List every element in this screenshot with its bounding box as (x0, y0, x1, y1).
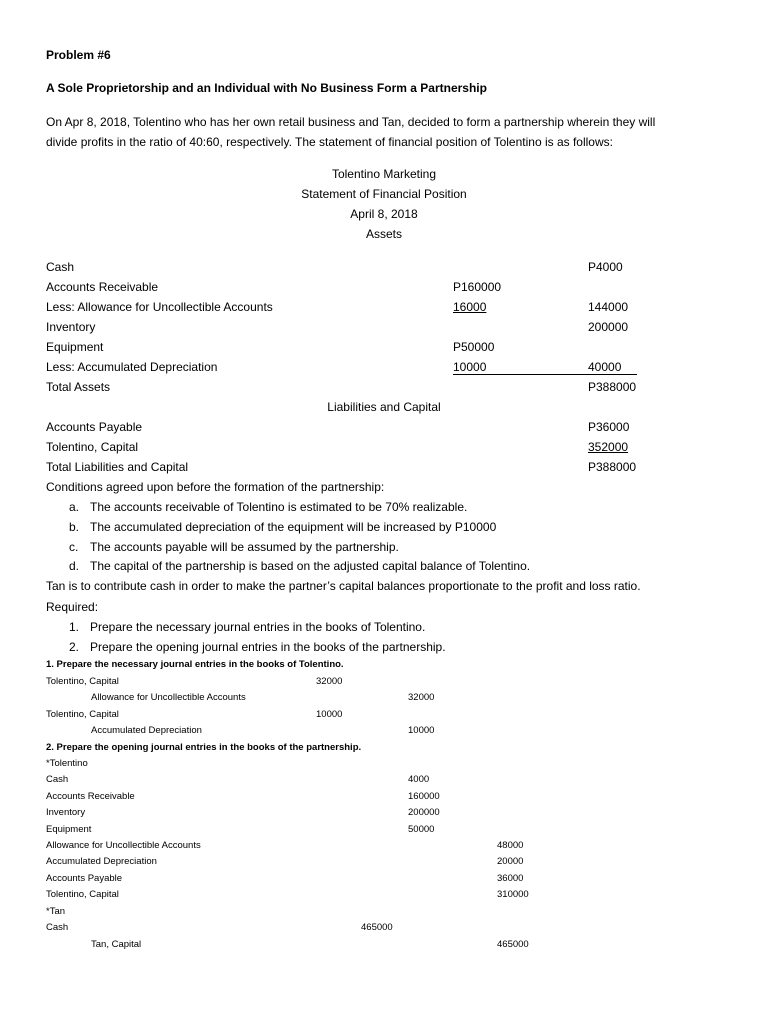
total-rule (453, 374, 637, 375)
tan-label: *Tan (46, 906, 66, 917)
problem-subtitle: A Sole Proprietorship and an Individual with No Business Form a Partnership (46, 81, 487, 95)
journal-credit: 36000 (497, 873, 524, 884)
condition-marker: a. (69, 500, 80, 514)
condition-marker: c. (69, 540, 79, 554)
answer1-heading: 1. Prepare the necessary journal entries in the books of Tolentino. (46, 659, 344, 670)
intro-line-1: On Apr 8, 2018, Tolentino who has her own retail business and Tan, decided to form a partnership wherein they will (46, 115, 656, 129)
asset-amount: 200000 (588, 320, 629, 334)
journal-debit: 465000 (361, 922, 393, 933)
journal-account: Tolentino, Capital (46, 709, 119, 720)
journal-account: Tan, Capital (91, 939, 142, 950)
journal-credit: 48000 (497, 840, 524, 851)
intro-line-2: divide profits in the ratio of 40:60, respectively. The statement of financial position of Tolentino is as follows: (46, 135, 613, 149)
journal-account: Allowance for Uncollectible Accounts (91, 692, 246, 703)
liability-label: Accounts Payable (46, 420, 143, 434)
asset-subamount: P160000 (453, 280, 502, 294)
total-assets-label: Total Assets (46, 380, 111, 394)
liability-amount: 352000 (588, 440, 629, 454)
journal-account: Accumulated Depreciation (46, 856, 157, 867)
asset-label: Less: Allowance for Uncollectible Accounts (46, 300, 273, 314)
asset-amount: 40000 (588, 360, 622, 374)
journal-account: Tolentino, Capital (46, 889, 119, 900)
asset-amount: P4000 (588, 260, 623, 274)
journal-debit: 50000 (408, 824, 435, 835)
journal-account: Inventory (46, 807, 86, 818)
liability-amount: P36000 (588, 420, 630, 434)
required-marker: 2. (69, 640, 80, 654)
tan-instruction: Tan is to contribute cash in order to make the partner’s capital balances proportionate to the profit and loss ratio. (46, 579, 641, 593)
journal-credit: 32000 (408, 692, 435, 703)
problem-title: Problem #6 (46, 48, 111, 62)
asset-subamount: 16000 (453, 300, 487, 314)
required-text: Prepare the necessary journal entries in the books of Tolentino. (90, 620, 426, 634)
required-text: Prepare the opening journal entries in the books of the partnership. (90, 640, 446, 654)
statement-company: Tolentino Marketing (331, 167, 437, 181)
answer2-heading: 2. Prepare the opening journal entries in the books of the partnership. (46, 742, 362, 753)
asset-amount: 144000 (588, 300, 629, 314)
statement-date: April 8, 2018 (350, 207, 418, 221)
journal-account: Cash (46, 922, 69, 933)
journal-account: Allowance for Uncollectible Accounts (46, 840, 201, 851)
journal-credit: 20000 (497, 856, 524, 867)
assets-heading: Assets (365, 227, 403, 241)
required-marker: 1. (69, 620, 80, 634)
journal-credit: 10000 (408, 725, 435, 736)
journal-credit: 310000 (497, 889, 529, 900)
journal-debit: 200000 (408, 807, 440, 818)
condition-text: The accounts receivable of Tolentino is estimated to be 70% realizable. (90, 500, 468, 514)
total-assets-amount: P388000 (588, 380, 637, 394)
condition-text: The capital of the partnership is based on the adjusted capital balance of Tolentino. (90, 559, 531, 573)
asset-subamount: P50000 (453, 340, 495, 354)
journal-account: Cash (46, 774, 69, 785)
liabilities-heading: Liabilities and Capital (327, 400, 441, 414)
total-liabilities-amount: P388000 (588, 460, 637, 474)
asset-label: Accounts Receivable (46, 280, 159, 294)
asset-subamount: 10000 (453, 360, 487, 374)
asset-label: Inventory (46, 320, 96, 334)
total-liabilities-label: Total Liabilities and Capital (46, 460, 189, 474)
required-heading: Required: (46, 600, 99, 614)
journal-debit: 32000 (316, 676, 343, 687)
liability-label: Tolentino, Capital (46, 440, 139, 454)
journal-debit: 10000 (316, 709, 343, 720)
journal-account: Accounts Payable (46, 873, 123, 884)
condition-marker: b. (69, 520, 80, 534)
condition-text: The accumulated depreciation of the equipment will be increased by P10000 (90, 520, 497, 534)
journal-account: Equipment (46, 824, 92, 835)
tolentino-label: *Tolentino (46, 758, 88, 769)
condition-marker: d. (69, 559, 80, 573)
journal-debit: 160000 (408, 791, 440, 802)
journal-account: Accounts Receivable (46, 791, 135, 802)
asset-label: Less: Accumulated Depreciation (46, 360, 218, 374)
asset-label: Equipment (46, 340, 104, 354)
journal-debit: 4000 (408, 774, 430, 785)
journal-credit: 465000 (497, 939, 529, 950)
journal-account: Accumulated Depreciation (91, 725, 202, 736)
asset-label: Cash (46, 260, 75, 274)
statement-name: Statement of Financial Position (301, 187, 467, 201)
conditions-heading: Conditions agreed upon before the formation of the partnership: (46, 480, 385, 494)
journal-account: Tolentino, Capital (46, 676, 119, 687)
condition-text: The accounts payable will be assumed by the partnership. (90, 540, 399, 554)
